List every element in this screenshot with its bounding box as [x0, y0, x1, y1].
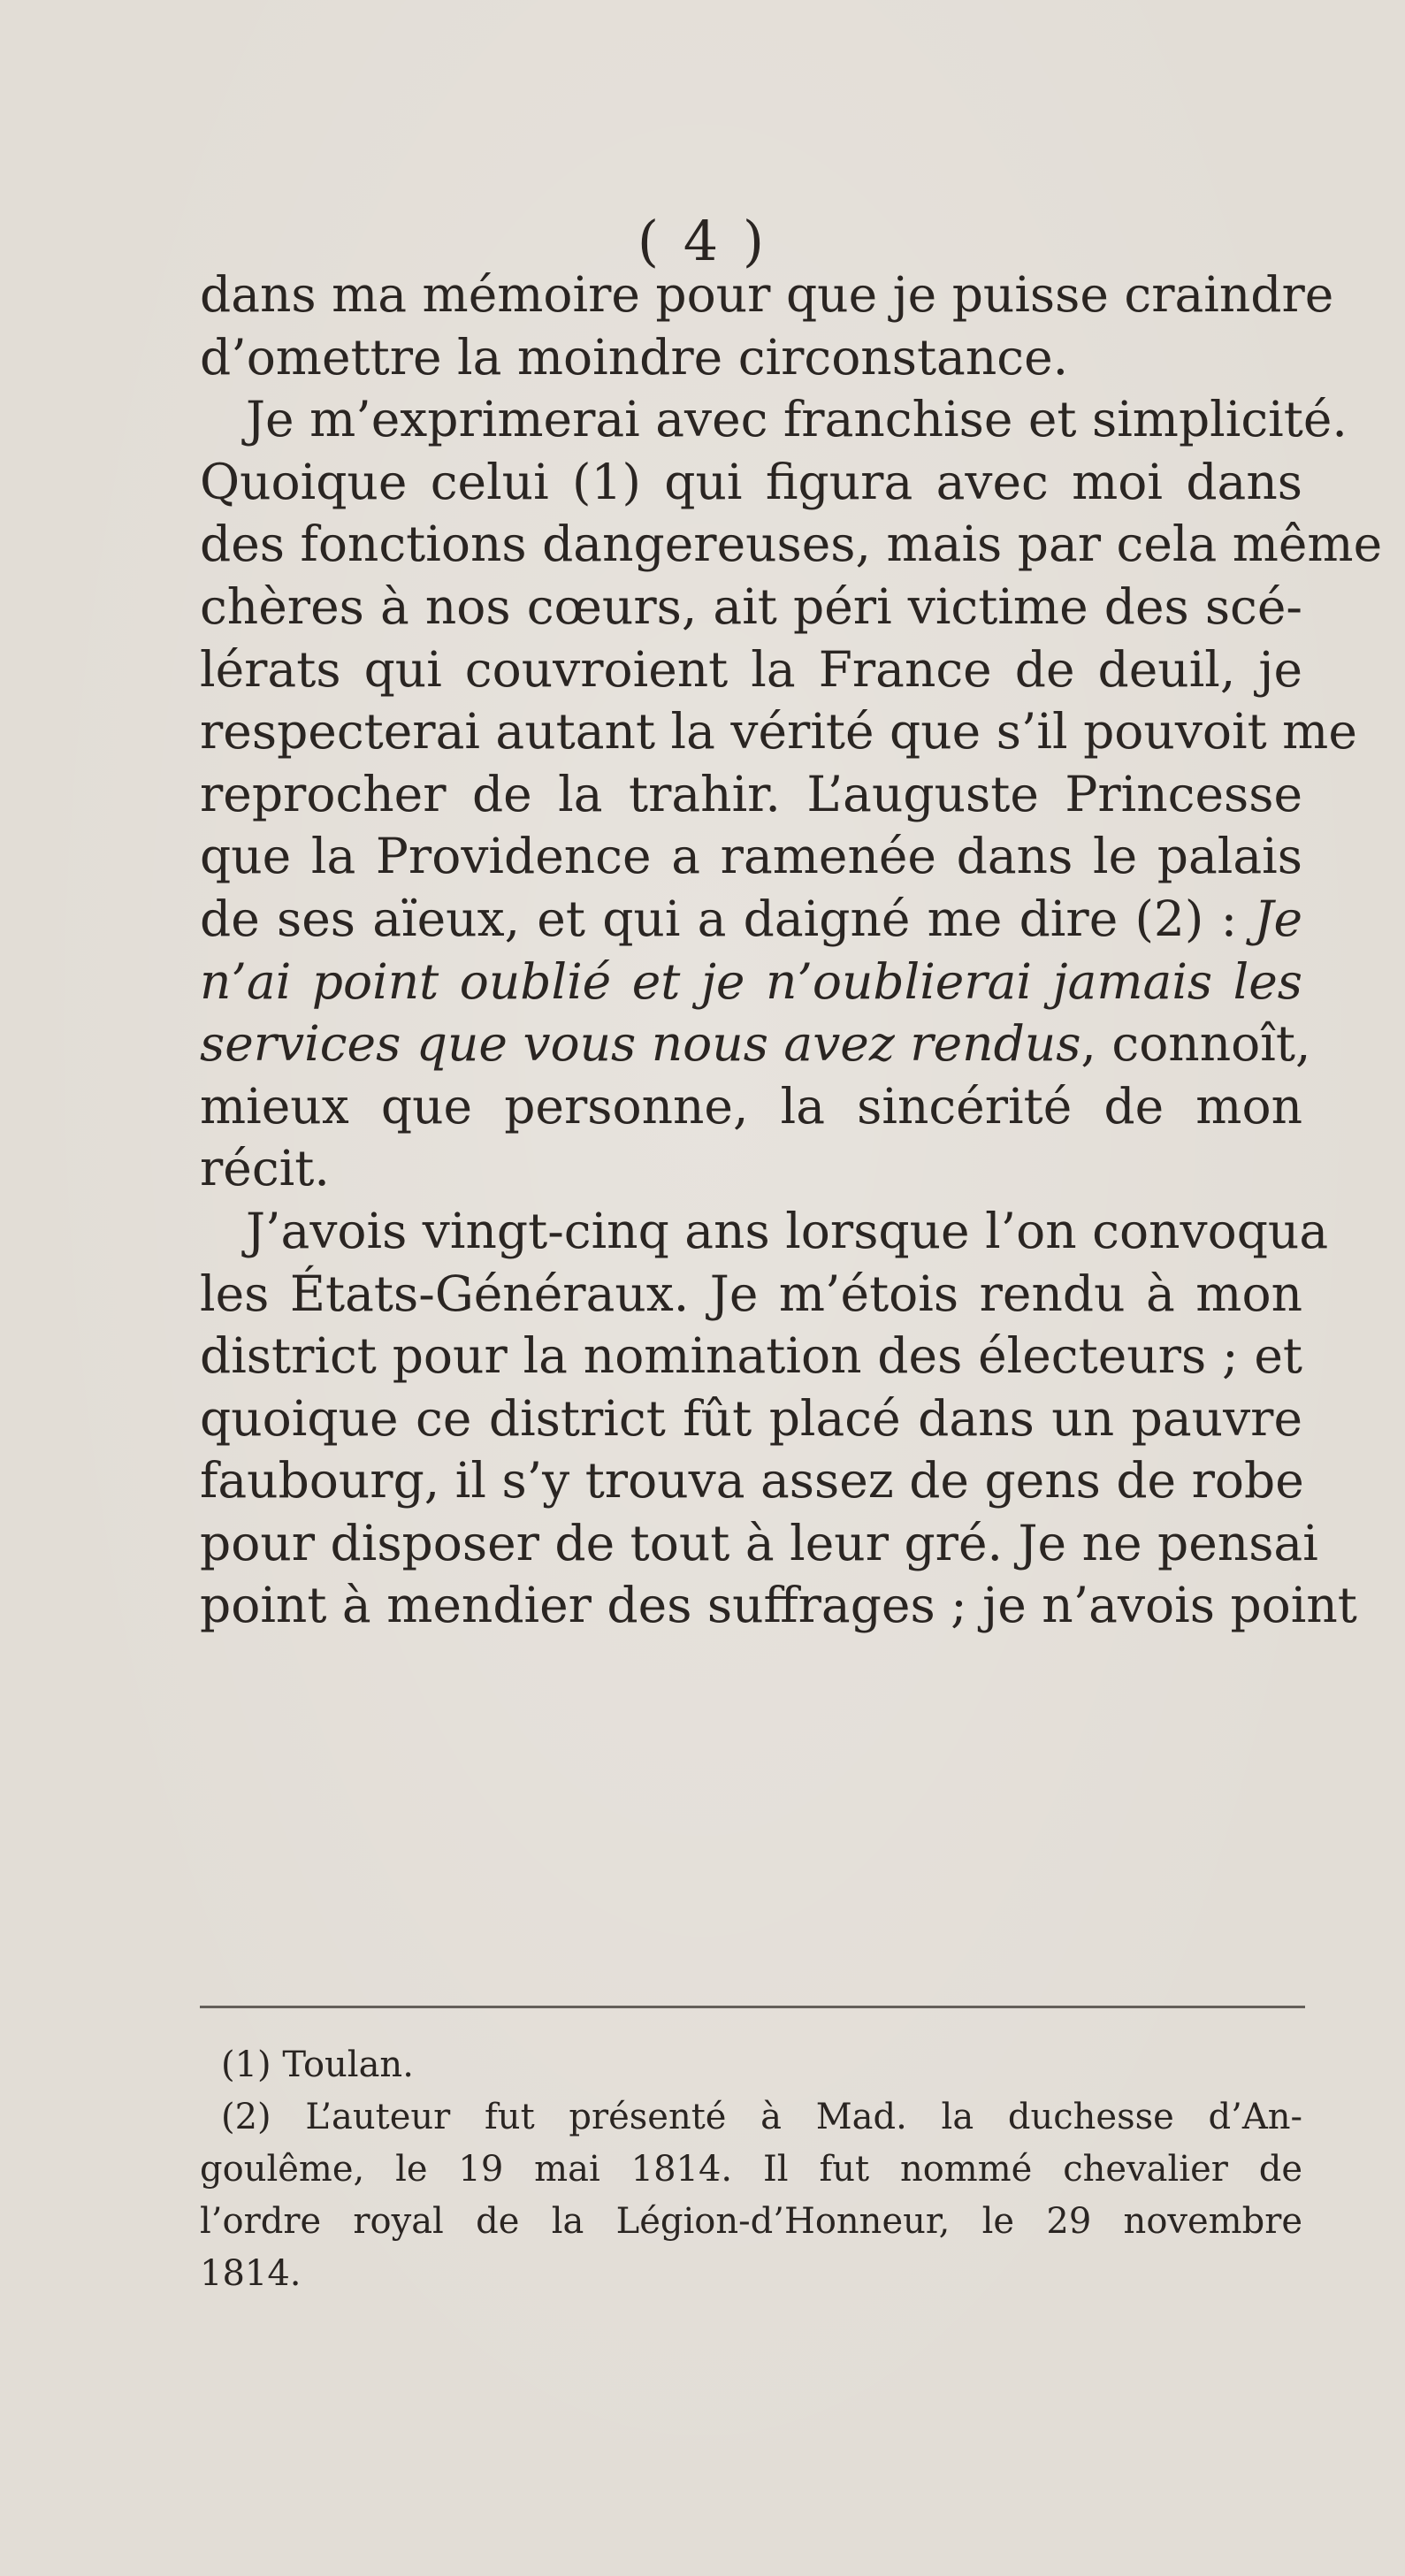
text-line: services que vous nous avez rendus, connoît,	[200, 1015, 1311, 1073]
text-line: quoique ce district fût placé dans un pauvre	[200, 1389, 1302, 1447]
text-line: récit.	[200, 1140, 330, 1197]
text-line: chères à nos cœurs, ait péri victime des scé-	[200, 577, 1302, 635]
italic-text: services que vous nous avez rendus	[200, 1015, 1081, 1073]
text-line: Je m’exprimerai avec franchise et simplicité.	[246, 391, 1348, 448]
text-line: les États-Généraux. Je m’étois rendu à mon	[200, 1265, 1302, 1322]
text-line: Quoique celui (1) qui figura avec moi dans	[200, 453, 1302, 510]
text-line: mieux que personne, la sincérité de mon	[200, 1077, 1302, 1135]
text-line: des fonctions dangereuses, mais par cela même	[200, 516, 1383, 573]
footnote-line: (2) L’auteur fut présenté à Mad. la duchesse d’An-	[221, 2097, 1302, 2137]
text-line: point à mendier des suffrages ; je n’avois point	[200, 1577, 1357, 1634]
page-number: ( 4 )	[637, 209, 768, 273]
text-line: pour disposer de tout à leur gré. Je ne pensai	[200, 1514, 1318, 1571]
text-line: d’omettre la moindre circonstance.	[200, 328, 1069, 386]
footnote-line: l’ordre royal de la Légion-d’Honneur, le 29 novembre	[200, 2201, 1302, 2242]
text-line: lérats qui couvroient la France de deuil, je	[200, 640, 1302, 698]
text-line: district pour la nomination des électeurs ; et	[200, 1327, 1302, 1385]
text-line: respecterai autant la vérité que s’il pouvoit me	[200, 703, 1357, 761]
text-line: de ses aïeux, et qui a daigné me dire (2) : Je	[200, 890, 1302, 947]
footnotes	[200, 2039, 1302, 2300]
text-line: J’avois vingt-cinq ans lorsque l’on convoqua	[246, 1202, 1329, 1259]
text-line: reprocher de la trahir. L’auguste Princesse	[200, 765, 1302, 822]
text-line	[200, 951, 1302, 1013]
footnote-line: (1) Toulan.	[221, 2045, 414, 2085]
text-line: faubourg, il s’y trouva assez de gens de robe	[200, 1452, 1304, 1510]
footnote-line: 1814.	[200, 2253, 302, 2294]
footnote-divider	[200, 2006, 1305, 2008]
main-text	[200, 264, 1383, 1637]
italic-text: Je	[1254, 890, 1302, 947]
footnote-line: goulême, le 19 mai 1814. Il fut nommé chevalier de	[200, 2149, 1302, 2190]
text-line: dans ma mémoire pour que je puisse craindre	[200, 266, 1334, 323]
text-line: que la Providence a ramenée dans le palais	[200, 828, 1302, 885]
italic-text: n’ai point oublié et je n’oublierai jamais les	[200, 952, 1302, 1010]
